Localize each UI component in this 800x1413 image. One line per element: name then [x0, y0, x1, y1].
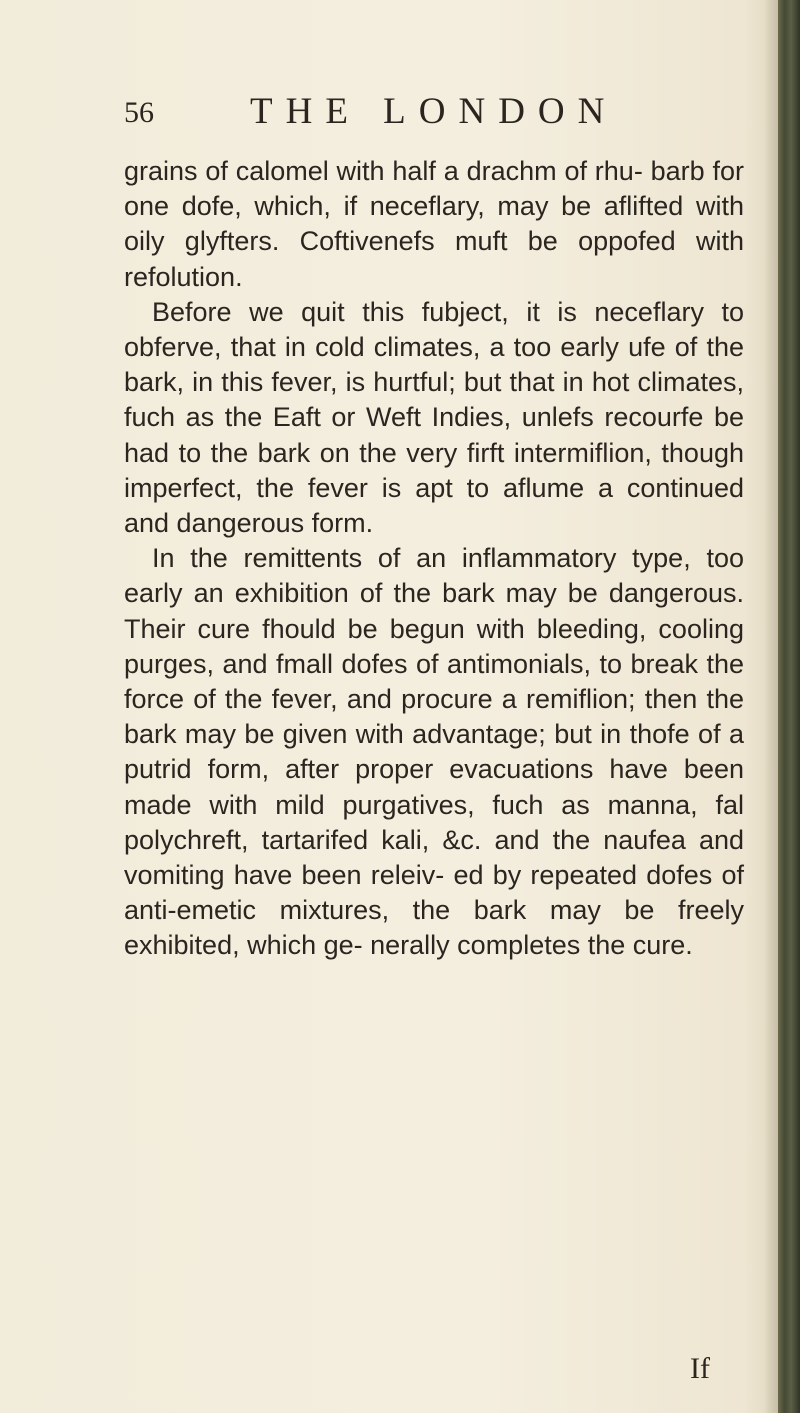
paragraph-3: In the remittents of an inflammatory type, too early an exhibition of the bark may be dangerous. Their cure fhould be begun with bleeding, cooling purges, and fmall dofes of antimonials, to break the force of the fever, and procure a remiflion; then the bark may be given with advantage; but in thofe of a putrid form, after proper evacuations have been made with mild purgatives, fuch as manna, fal polychreft, tartarifed kali, &c. and the naufea and vomiting have been releiv- ed by repeated dofes of anti-emetic mixtures, the bark may be freely exhibited, which ge- nerally completes the cure.	[124, 543, 744, 961]
body-text	[124, 154, 744, 964]
catchword: If	[690, 1352, 710, 1385]
paragraph-1: grains of calomel with half a drachm of rhu- barb for one dofe, which, if neceflary, may be aflifted with oily glyfters. Coftivenefs muft be oppofed with refolution.	[124, 156, 744, 292]
paragraph-2: Before we quit this fubject, it is neceflary to obferve, that in cold climates, a too early ufe of the bark, in this fever, is hurtful; but that in hot climates, fuch as the Eaft or Weft Indies, unlefs recourfe be had to the bark on the very firft intermiflion, though imperfect, the fever is apt to aflume a continued and dangerous form.	[124, 296, 744, 539]
page-header	[124, 90, 744, 138]
book-binding-edge	[778, 0, 800, 1413]
page-number: 56	[124, 96, 154, 129]
binding-shadow	[764, 0, 778, 1413]
running-head: THE LONDON	[250, 91, 618, 132]
